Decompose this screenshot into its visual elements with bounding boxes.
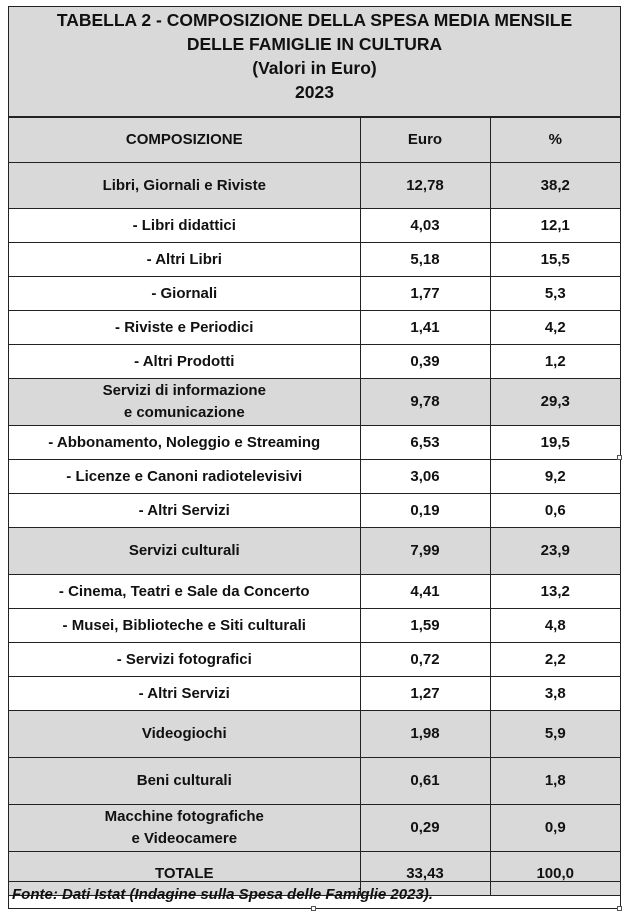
row-euro: 0,19	[360, 494, 490, 528]
header-percent: %	[490, 118, 620, 163]
row-label: - Servizi fotografici	[9, 643, 360, 677]
row-label: - Giornali	[9, 277, 360, 311]
row-euro: 9,78	[360, 379, 490, 426]
row-label: - Altri Servizi	[9, 677, 360, 711]
row-euro: 0,29	[360, 805, 490, 852]
row-euro: 6,53	[360, 426, 490, 460]
row-label: - Altri Prodotti	[9, 345, 360, 379]
row-percent: 19,5	[490, 426, 620, 460]
row-percent: 29,3	[490, 379, 620, 426]
category-row	[9, 805, 620, 852]
row-euro: 7,99	[360, 528, 490, 575]
row-euro: 1,59	[360, 609, 490, 643]
row-euro: 0,39	[360, 345, 490, 379]
row-euro: 4,41	[360, 575, 490, 609]
row-euro: 3,06	[360, 460, 490, 494]
table-row	[9, 643, 620, 677]
row-percent: 23,9	[490, 528, 620, 575]
header-composizione: COMPOSIZIONE	[9, 118, 360, 163]
row-label-line-2: e comunicazione	[123, 404, 245, 421]
row-label: - Cinema, Teatri e Sale da Concerto	[9, 575, 360, 609]
row-percent: 5,3	[490, 277, 620, 311]
title-line-4: 2023	[295, 82, 334, 102]
row-percent: 2,2	[490, 643, 620, 677]
row-label: - Libri didattici	[9, 209, 360, 243]
row-percent: 4,8	[490, 609, 620, 643]
resize-handle-right[interactable]	[617, 455, 622, 460]
row-label: - Altri Servizi	[9, 494, 360, 528]
header-row	[9, 118, 620, 163]
row-euro: 0,61	[360, 758, 490, 805]
title-line-2: DELLE FAMIGLIE IN CULTURA	[186, 34, 443, 54]
table-row	[9, 609, 620, 643]
row-percent: 0,6	[490, 494, 620, 528]
table-row	[9, 426, 620, 460]
row-label-line-1: Macchine fotografiche	[104, 808, 264, 825]
row-label: - Riviste e Periodici	[9, 311, 360, 345]
total-euro: 33,43	[360, 852, 490, 896]
row-label: Videogiochi	[9, 711, 360, 758]
table-row	[9, 575, 620, 609]
row-percent: 0,9	[490, 805, 620, 852]
row-percent: 15,5	[490, 243, 620, 277]
row-euro: 1,98	[360, 711, 490, 758]
row-percent: 13,2	[490, 575, 620, 609]
row-euro: 1,77	[360, 277, 490, 311]
table-row	[9, 311, 620, 345]
row-label: - Licenze e Canoni radiotelevisivi	[9, 460, 360, 494]
row-label: - Abbonamento, Noleggio e Streaming	[9, 426, 360, 460]
table-row	[9, 209, 620, 243]
row-label-line-1: Servizi di informazione	[102, 382, 266, 399]
category-row	[9, 163, 620, 209]
row-percent: 5,9	[490, 711, 620, 758]
table-row	[9, 460, 620, 494]
row-euro: 5,18	[360, 243, 490, 277]
row-euro: 12,78	[360, 163, 490, 209]
row-euro: 4,03	[360, 209, 490, 243]
row-label: Servizi culturali	[9, 528, 360, 575]
row-percent: 4,2	[490, 311, 620, 345]
table-row	[9, 243, 620, 277]
total-percent: 100,0	[490, 852, 620, 896]
total-label: TOTALE	[9, 852, 360, 896]
row-label	[9, 805, 360, 852]
table-row	[9, 345, 620, 379]
title-line-3: (Valori in Euro)	[252, 58, 377, 78]
row-percent: 3,8	[490, 677, 620, 711]
row-label	[9, 379, 360, 426]
table-row	[9, 277, 620, 311]
row-euro: 0,72	[360, 643, 490, 677]
row-percent: 9,2	[490, 460, 620, 494]
resize-handle-corner[interactable]	[617, 906, 622, 911]
table-row	[9, 494, 620, 528]
row-percent: 1,2	[490, 345, 620, 379]
row-percent: 38,2	[490, 163, 620, 209]
spending-table	[9, 117, 620, 896]
table-title	[9, 7, 620, 117]
row-percent: 1,8	[490, 758, 620, 805]
source-footnote: Fonte: Dati Istat (Indagine sulla Spesa delle Famiglie 2023).	[9, 881, 620, 908]
row-euro: 1,27	[360, 677, 490, 711]
category-row	[9, 379, 620, 426]
category-row	[9, 528, 620, 575]
row-euro: 1,41	[360, 311, 490, 345]
row-percent: 12,1	[490, 209, 620, 243]
row-label: Libri, Giornali e Riviste	[9, 163, 360, 209]
row-label: - Musei, Biblioteche e Siti culturali	[9, 609, 360, 643]
title-line-1: TABELLA 2 - COMPOSIZIONE DELLA SPESA MEDIA MENSILE	[56, 10, 573, 30]
table-frame	[8, 6, 621, 909]
category-row	[9, 711, 620, 758]
row-label-line-2: e Videocamere	[131, 830, 238, 847]
resize-handle-bottom[interactable]	[311, 906, 316, 911]
category-row	[9, 758, 620, 805]
row-label: Beni culturali	[9, 758, 360, 805]
header-euro: Euro	[360, 118, 490, 163]
table-row	[9, 677, 620, 711]
row-label: - Altri Libri	[9, 243, 360, 277]
